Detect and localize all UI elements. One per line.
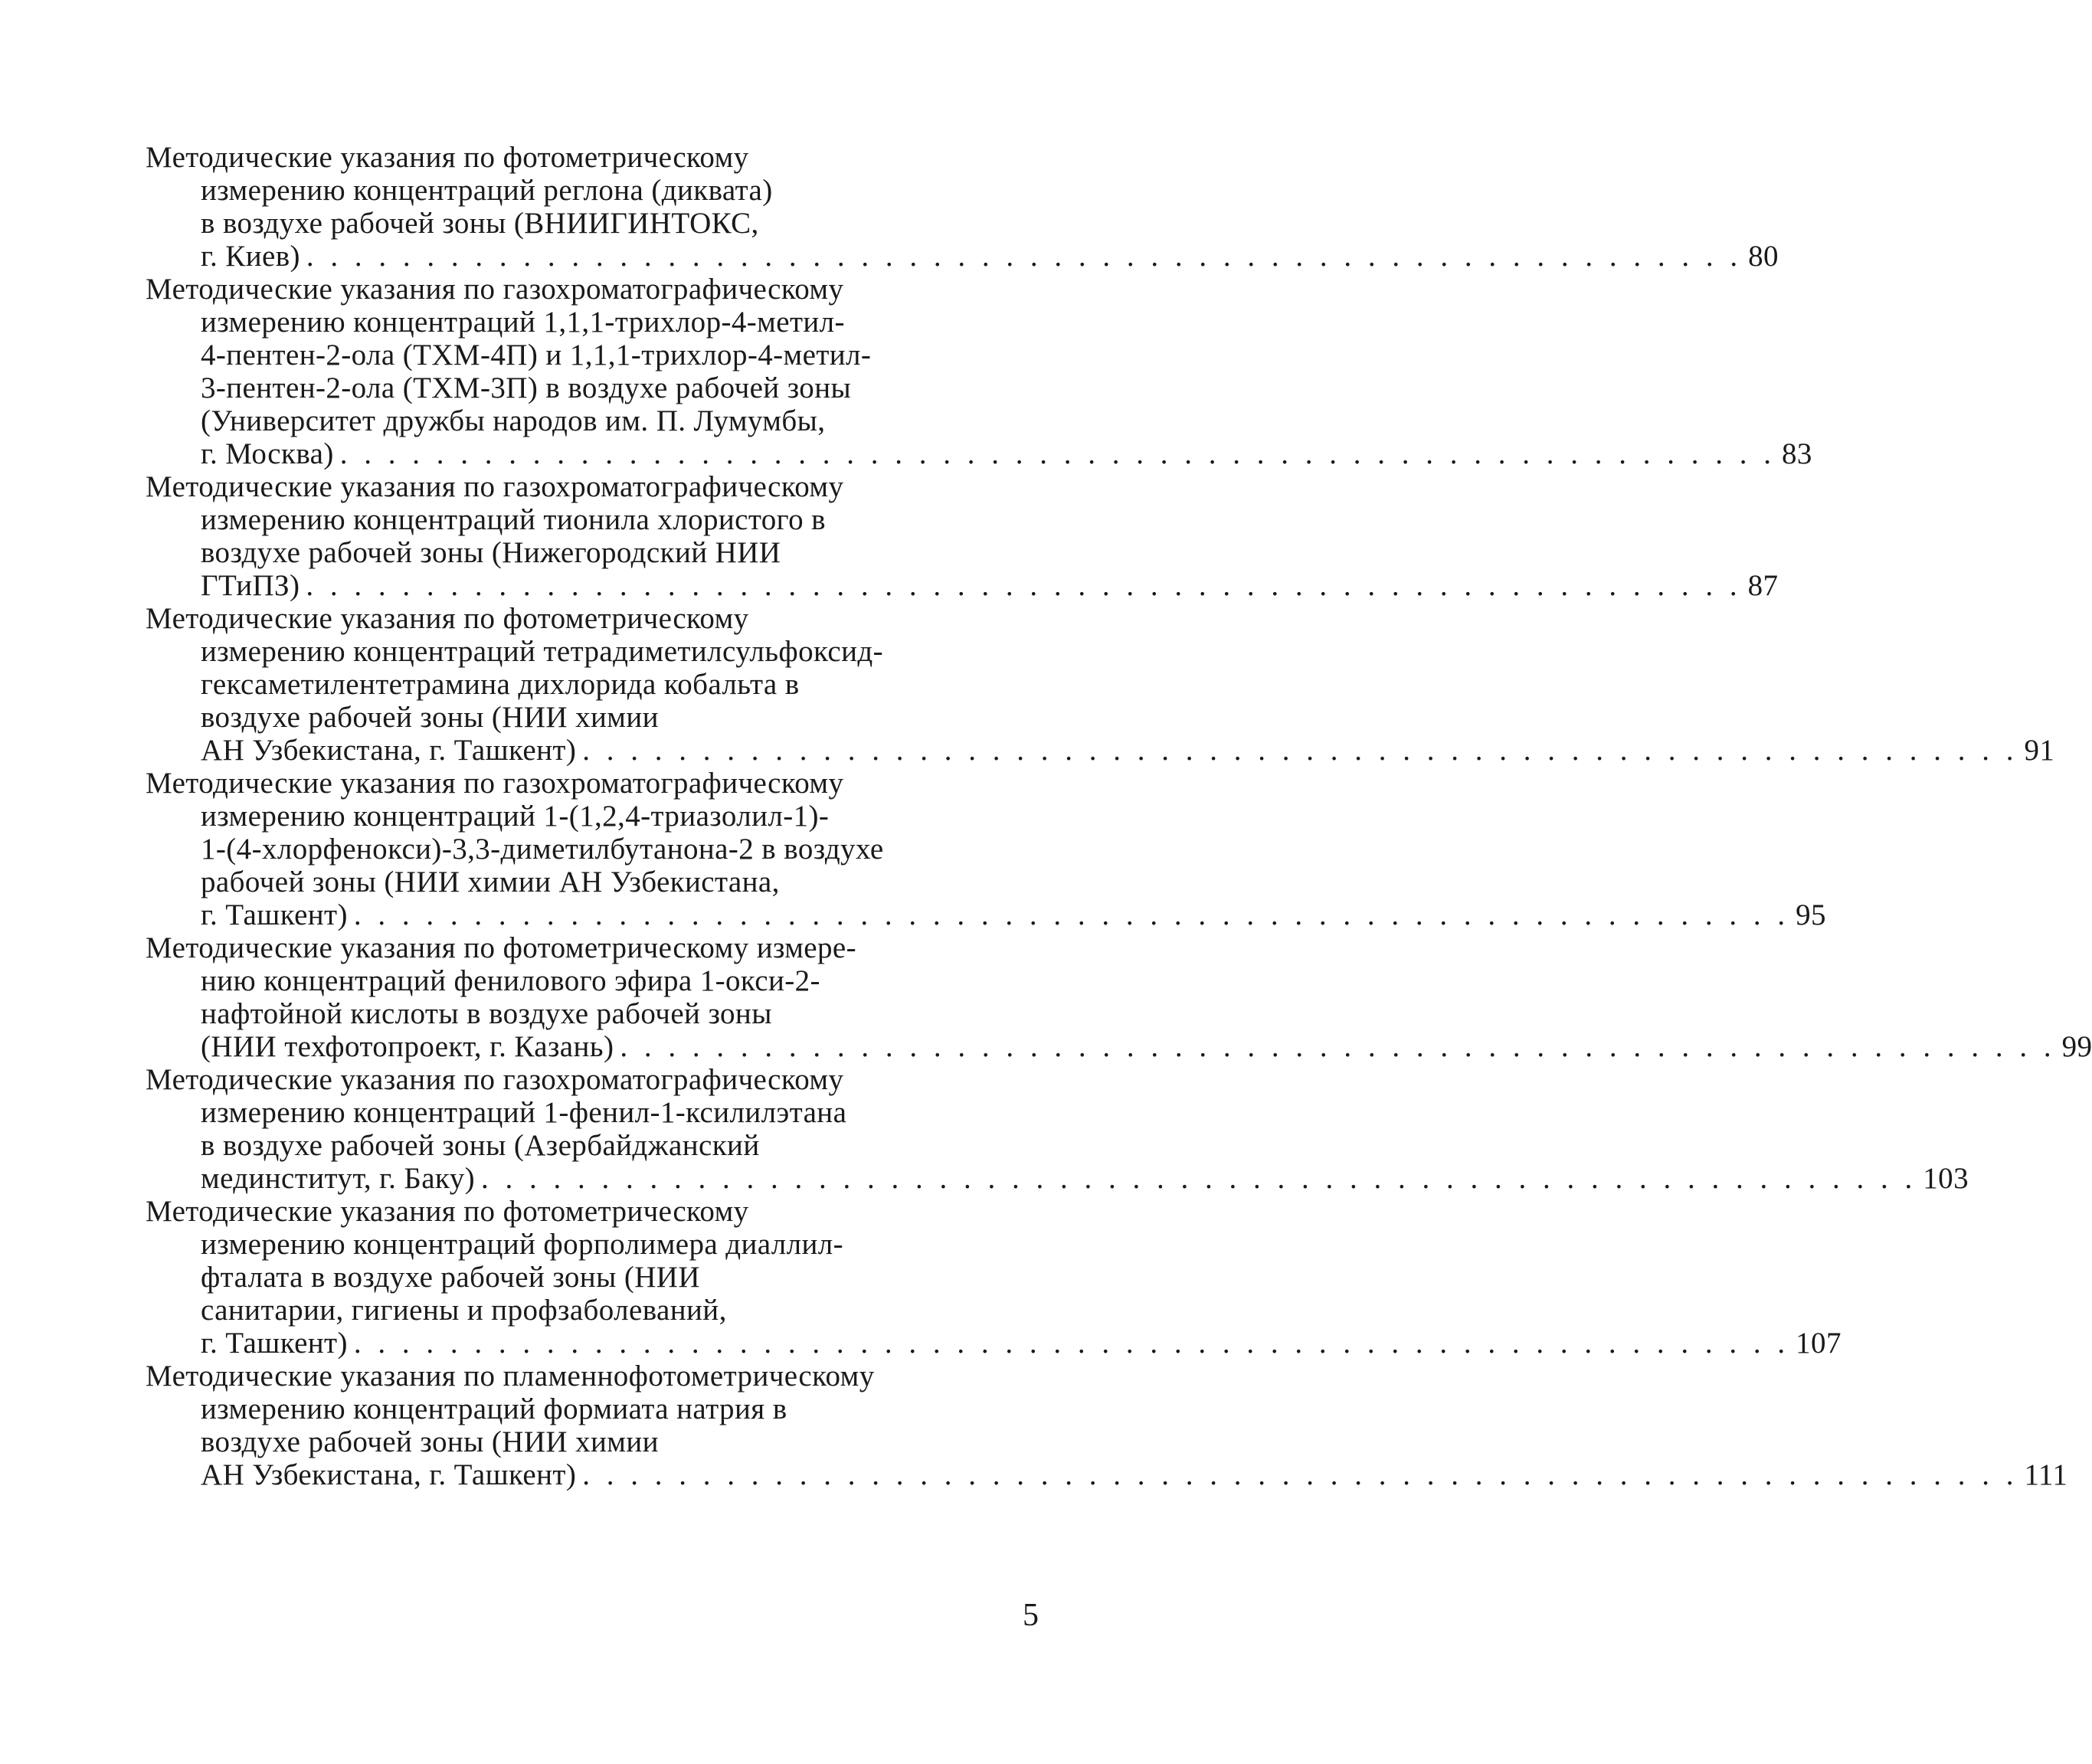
entry-page-number: 95 <box>1796 898 1826 931</box>
entry-last-line <box>146 569 1779 602</box>
entry-line: в воздухе рабочей зоны (Азербайджанский <box>201 1129 760 1162</box>
entry-page-number: 83 <box>1781 437 1812 470</box>
table-of-contents <box>146 141 2092 1491</box>
entry-line: измерению концентраций 1,1,1-трихлор-4-метил- <box>201 306 845 339</box>
entry-last-line <box>146 734 2055 767</box>
page-number: 5 <box>1023 1598 1039 1633</box>
entry-line: воздухе рабочей зоны (НИИ химии <box>201 1425 659 1458</box>
toc-entry <box>146 141 1779 273</box>
entry-line: Методические указания по фотометрическому <box>146 602 749 635</box>
entry-line: гексаметилентетрамина дихлорида кобальта в <box>201 668 800 701</box>
dot-leader: . . . . . . . . . . . . . . . . . . . . . . . . . . . . . . . . . . . . . . . . . . . . . . . . . . . . . . . . . . . . <box>339 437 1776 470</box>
entry-line: санитарии, гигиены и профзаболеваний, <box>201 1294 727 1327</box>
entry-page-number: 99 <box>2061 1030 2092 1063</box>
entry-page-number: 87 <box>1747 569 1779 602</box>
entry-line: 3-пентен-2-ола (ТХМ-3П) в воздухе рабочей зоны <box>201 371 852 404</box>
entry-line: измерению концентраций реглона (диквата) <box>201 174 773 207</box>
entry-line: измерению концентраций форполимера диаллил- <box>201 1228 844 1261</box>
entry-line: 1-(4-хлорфенокси)-3,3-диметилбутанона-2 в воздухе <box>201 833 884 866</box>
entry-line: мединститут, г. Баку) <box>201 1162 476 1195</box>
dot-leader: . . . . . . . . . . . . . . . . . . . . . . . . . . . . . . . . . . . . . . . . . . . . . . . . . . . . . . . . . . . . <box>582 734 2018 767</box>
entry-line: (НИИ техфотопроект, г. Казань) <box>201 1030 614 1063</box>
entry-line: г. Москва) <box>201 437 334 470</box>
entry-last-line <box>146 1458 2068 1491</box>
entry-page-number: 103 <box>1923 1162 1969 1195</box>
toc-entry <box>146 470 1779 602</box>
entry-line: воздухе рабочей зоны (НИИ химии <box>201 701 659 734</box>
entry-last-line <box>146 1030 2092 1063</box>
entry-line: измерению концентраций 1-(1,2,4-триазолил-1)- <box>201 800 830 833</box>
entry-line: г. Киев) <box>201 240 300 273</box>
entry-last-line <box>146 1327 1842 1360</box>
toc-entry <box>146 273 1812 470</box>
entry-line: измерению концентраций формиата натрия в <box>201 1393 787 1425</box>
entry-line: нафтойной кислоты в воздухе рабочей зоны <box>201 997 772 1030</box>
entry-line: Методические указания по газохроматографическому <box>146 273 844 306</box>
entry-line: (Университет дружбы народов им. П. Лумумбы, <box>201 404 826 437</box>
entry-line: воздухе рабочей зоны (Нижегородский НИИ <box>201 536 781 569</box>
entry-line: Методические указания по фотометрическому измере- <box>146 931 857 964</box>
entry-line: Методические указания по газохроматографическому <box>146 767 844 800</box>
entry-line: измерению концентраций 1-фенил-1-ксилилэтана <box>201 1096 847 1129</box>
entry-line: Методические указания по пламеннофотометрическому <box>146 1360 875 1393</box>
entry-line: фталата в воздухе рабочей зоны (НИИ <box>201 1261 700 1294</box>
entry-last-line <box>146 898 1826 931</box>
entry-last-line <box>146 437 1812 470</box>
entry-line: АН Узбекистана, г. Ташкент) <box>201 734 577 767</box>
entry-page-number: 107 <box>1796 1327 1842 1360</box>
toc-entry <box>146 1195 1842 1360</box>
dot-leader: . . . . . . . . . . . . . . . . . . . . . . . . . . . . . . . . . . . . . . . . . . . . . . . . . . . . . . . . . . . . <box>353 898 1790 931</box>
entry-line: 4-пентен-2-ола (ТХМ-4П) и 1,1,1-трихлор-4-метил- <box>201 339 872 371</box>
toc-entry <box>146 602 2055 767</box>
toc-entry <box>146 1360 2068 1491</box>
entry-line: г. Ташкент) <box>201 898 348 931</box>
entry-line: нию концентраций фенилового эфира 1-окси-2- <box>201 964 820 997</box>
dot-leader: . . . . . . . . . . . . . . . . . . . . . . . . . . . . . . . . . . . . . . . . . . . . . . . . . . . . . . . . . . . . <box>306 240 1743 273</box>
entry-last-line <box>146 1162 1969 1195</box>
toc-entry <box>146 1063 1969 1195</box>
entry-line: Методические указания по фотометрическому <box>146 141 749 174</box>
entry-line: г. Ташкент) <box>201 1327 348 1360</box>
dot-leader: . . . . . . . . . . . . . . . . . . . . . . . . . . . . . . . . . . . . . . . . . . . . . . . . . . . . . . . . . . . . <box>481 1162 1917 1195</box>
entry-page-number: 111 <box>2024 1458 2068 1491</box>
entry-line: Методические указания по газохроматографическому <box>146 470 844 503</box>
entry-page-number: 80 <box>1748 240 1779 273</box>
dot-leader: . . . . . . . . . . . . . . . . . . . . . . . . . . . . . . . . . . . . . . . . . . . . . . . . . . . . . . . . . . . . <box>582 1458 2018 1491</box>
dot-leader: . . . . . . . . . . . . . . . . . . . . . . . . . . . . . . . . . . . . . . . . . . . . . . . . . . . . . . . . . . . . <box>306 569 1742 602</box>
toc-entry <box>146 767 1826 931</box>
entry-line: Методические указания по газохроматографическому <box>146 1063 844 1096</box>
dot-leader: . . . . . . . . . . . . . . . . . . . . . . . . . . . . . . . . . . . . . . . . . . . . . . . . . . . . . . . . . . . . <box>353 1327 1790 1360</box>
entry-line: ГТиПЗ) <box>201 569 300 602</box>
entry-page-number: 91 <box>2024 734 2055 767</box>
entry-last-line <box>146 240 1779 273</box>
entry-line: в воздухе рабочей зоны (ВНИИГИНТОКС, <box>201 207 759 240</box>
entry-line: Методические указания по фотометрическому <box>146 1195 749 1228</box>
entry-line: измерению концентраций тионила хлористого в <box>201 503 826 536</box>
entry-line: АН Узбекистана, г. Ташкент) <box>201 1458 577 1491</box>
entry-line: рабочей зоны (НИИ химии АН Узбекистана, <box>201 866 780 898</box>
dot-leader: . . . . . . . . . . . . . . . . . . . . . . . . . . . . . . . . . . . . . . . . . . . . . . . . . . . . . . . . . . . . <box>620 1030 2056 1063</box>
toc-entry <box>146 931 2092 1063</box>
entry-line: измерению концентраций тетрадиметилсульфоксид- <box>201 635 883 668</box>
